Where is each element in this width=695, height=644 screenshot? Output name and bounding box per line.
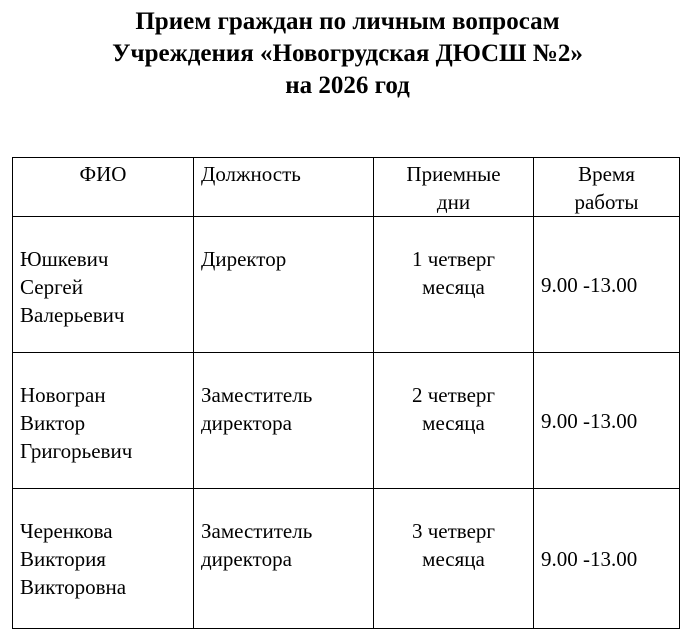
- cell-reception-days: 2 четверг месяца: [374, 353, 534, 489]
- cell-working-hours: 9.00 -13.00: [534, 489, 680, 629]
- cell-name: Юшкевич Сергей Валерьевич: [13, 217, 194, 353]
- cell-reception-days: 3 четверг месяца: [374, 489, 534, 629]
- cell-position: Заместитель директора: [194, 489, 374, 629]
- cell-name: Черенкова Виктория Викторовна: [13, 489, 194, 629]
- title-line-3: на 2026 год: [285, 72, 410, 99]
- table-row: [13, 217, 680, 353]
- header-reception-days: Приемные дни: [374, 158, 534, 217]
- header-fio: ФИО: [13, 158, 194, 217]
- title-line-1: Прием граждан по личным вопросам: [135, 8, 560, 35]
- cell-reception-days: 1 четверг месяца: [374, 217, 534, 353]
- cell-working-hours: 9.00 -13.00: [534, 217, 680, 353]
- table-header-row: [13, 158, 680, 217]
- document-title: [0, 6, 695, 102]
- table-row: [13, 353, 680, 489]
- header-position: Должность: [194, 158, 374, 217]
- title-line-2: Учреждения «Новогрудская ДЮСШ №2»: [112, 40, 583, 67]
- cell-position: Директор: [194, 217, 374, 353]
- table-row: [13, 489, 680, 629]
- cell-name: Новогран Виктор Григорьевич: [13, 353, 194, 489]
- cell-working-hours: 9.00 -13.00: [534, 353, 680, 489]
- header-working-hours: Время работы: [534, 158, 680, 217]
- cell-position: Заместитель директора: [194, 353, 374, 489]
- reception-schedule-table: [12, 157, 680, 629]
